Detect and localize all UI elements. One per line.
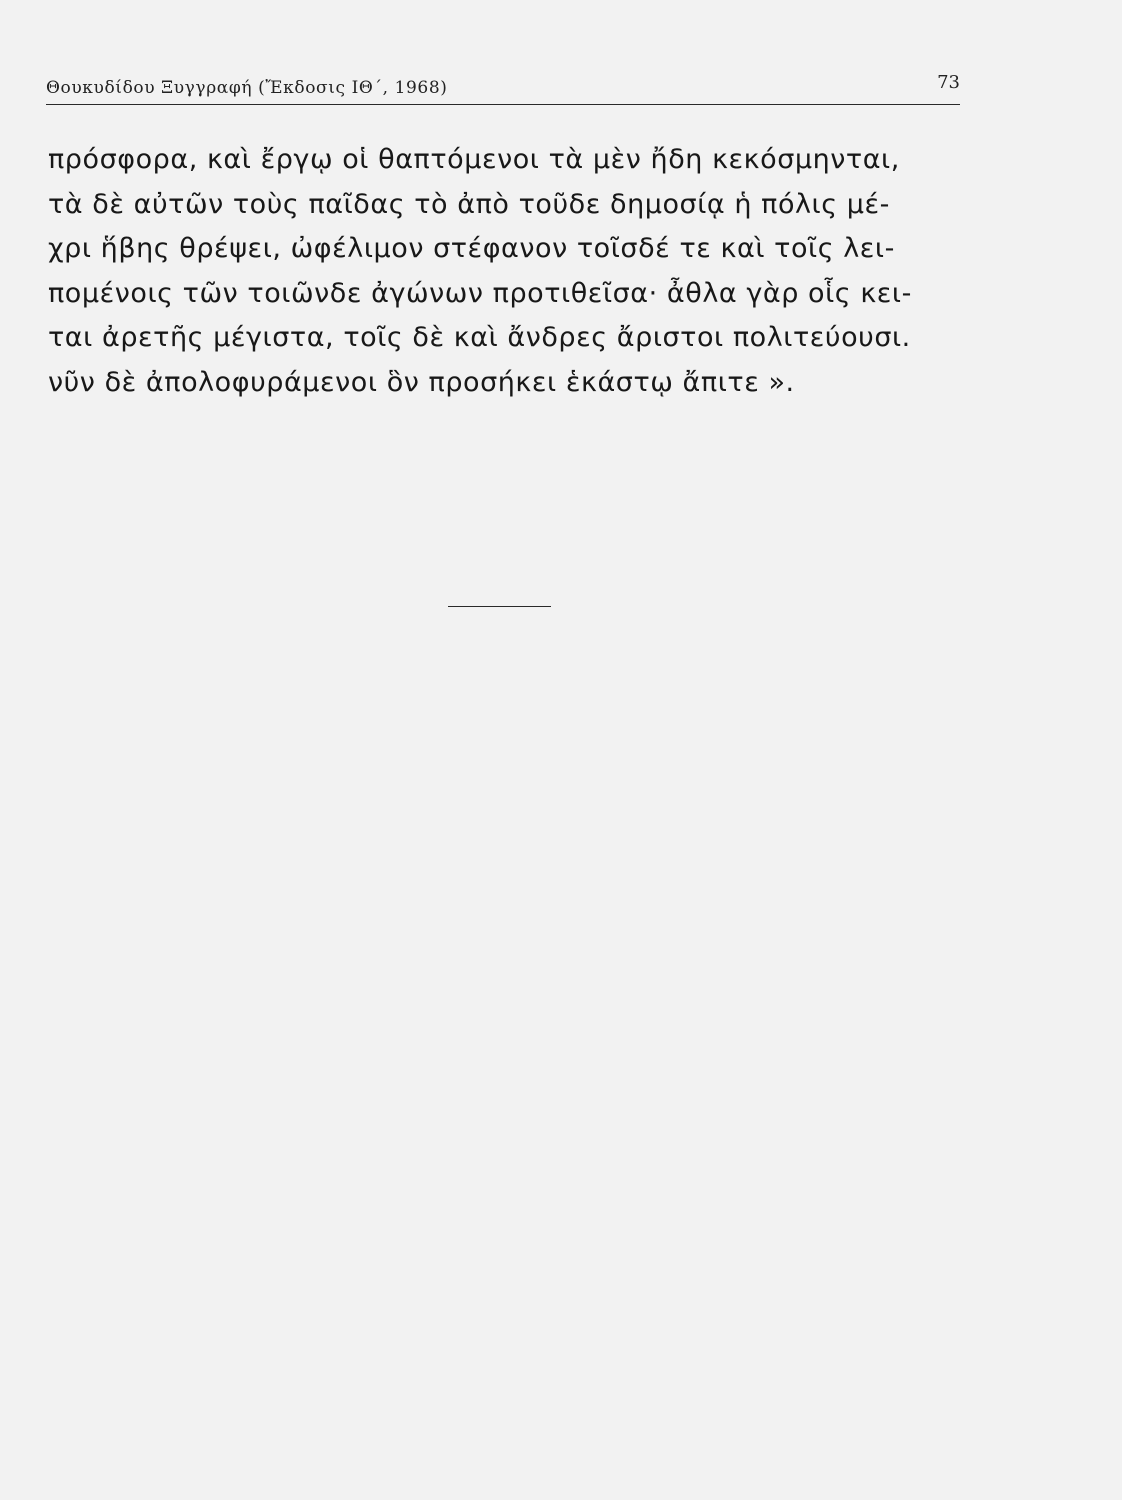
text-line: χρι ἥβης θρέψει, ὠφέλιμον στέφανον τοῖσδέ τε καὶ τοῖς λει- — [48, 233, 895, 264]
text-line: ται ἀρετῆς μέγιστα, τοῖς δὲ καὶ ἄνδρες ἄριστοι πολιτεύουσι. — [48, 322, 911, 353]
text-line: πομένοις τῶν τοιῶνδε ἀγώνων προτιθεῖσα· ἆθλα γὰρ οἷς κει- — [48, 277, 912, 309]
running-title: Θουκυδίδου Ξυγγραφή (Ἔκδοσις ΙΘ΄, 1968) — [46, 78, 448, 98]
text-line: πρόσφορα, καὶ ἔργῳ οἱ θαπτόμενοι τὰ μὲν ἤδη κεκόσμηνται, — [48, 144, 900, 175]
text-line: νῦν δὲ ἀπολοφυράμενοι ὃν προσήκει ἑκάστῳ ἄπιτε ». — [48, 366, 795, 398]
page-number: 73 — [937, 72, 960, 93]
running-header — [46, 72, 960, 102]
end-of-text-rule — [448, 606, 551, 607]
body-text — [48, 138, 968, 405]
header-rule — [46, 104, 960, 105]
text-line: τὰ δὲ αὐτῶν τοὺς παῖδας τὸ ἀπὸ τοῦδε δημοσίᾳ ἡ πόλις μέ- — [48, 188, 890, 220]
